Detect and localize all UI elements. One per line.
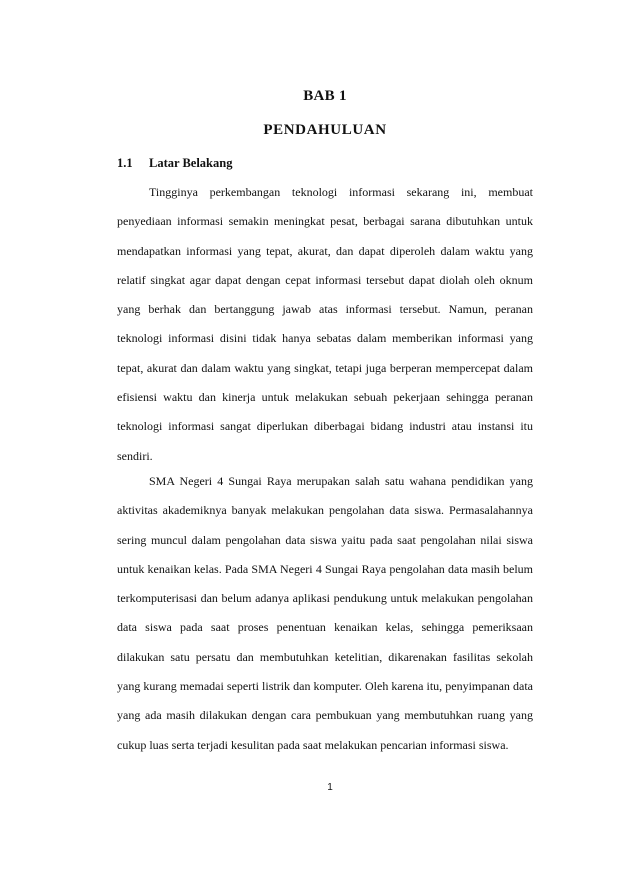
paragraph-block-2: [117, 467, 533, 760]
section-number: 1.1: [117, 156, 133, 170]
paragraph: SMA Negeri 4 Sungai Raya merupakan salah satu wahana pendidikan yang aktivitas akademiknya banyak melakukan pengolahan data siswa. Permasalahannya sering muncul dalam pengolahan data siswa yaitu pada saat pengolahan nilai siswa untuk kenaikan kelas. Pada SMA Negeri 4 Sungai Raya pengolahan data masih belum terkomputerisasi dan belum adanya aplikasi pendukung untuk melakukan pengolahan data siswa pada saat proses penentuan kenaikan kelas, sehingga pemeriksaan dilakukan satu persatu dan membutuhkan ketelitian, dikarenakan fasilitas sekolah yang kurang memadai seperti listrik dan komputer. Oleh karena itu, penyimpanan data yang ada masih dilakukan dengan cara pembukuan yang membutuhkan ruang yang cukup luas serta terjadi kesulitan pada saat melakukan pencarian informasi siswa.: [117, 474, 533, 752]
paragraph-block-1: [117, 178, 533, 471]
section-title: Latar Belakang: [149, 156, 233, 170]
page-number: 1: [327, 782, 333, 793]
chapter-title: PENDAHULUAN: [263, 122, 387, 138]
paragraph: Tingginya perkembangan teknologi informasi sekarang ini, membuat penyediaan informasi semakin meningkat pesat, berbagai sarana dibutuhkan untuk mendapatkan informasi yang tepat, akurat, dan dapat diperoleh dalam waktu yang relatif singkat agar dapat dengan cepat informasi tersebut dapat diolah oleh oknum yang berhak dan bertanggung jawab atas informasi tersebut. Namun, peranan teknologi informasi disini tidak hanya sebatas dalam memberikan informasi yang tepat, akurat dan dalam waktu yang singkat, tetapi juga berperan mempercepat dalam efisiensi waktu dan kinerja untuk melakukan sebuah pekerjaan sehingga peranan teknologi informasi sangat diperlukan diberbagai bidang industri atau instansi itu sendiri.: [117, 185, 533, 463]
section-heading: [117, 156, 232, 171]
chapter-number: BAB 1: [303, 88, 347, 104]
